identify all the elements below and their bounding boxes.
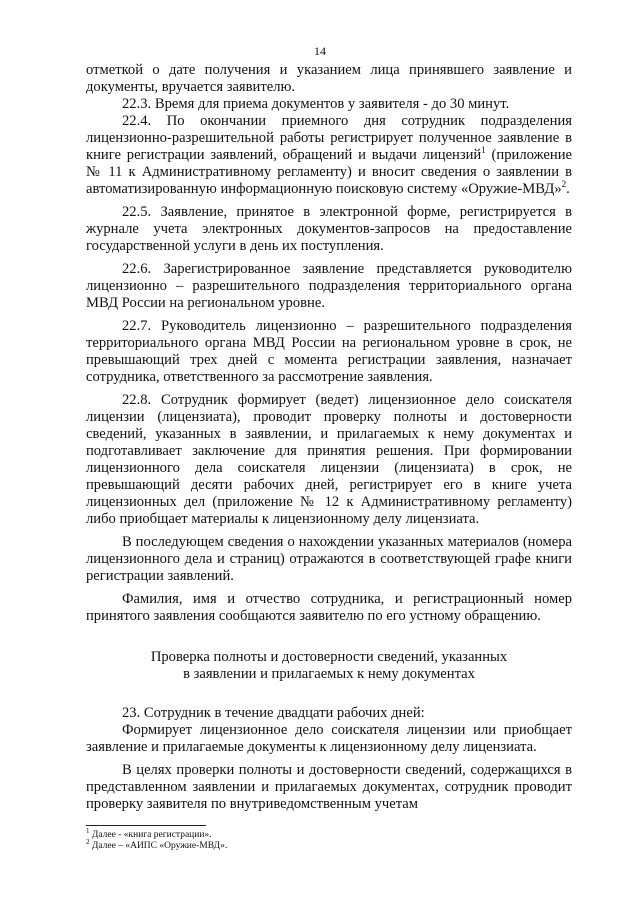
page-number: 14: [314, 44, 326, 58]
footnote-ref-1: 1: [481, 145, 486, 156]
paragraph-22-4-text-c: .: [566, 181, 570, 197]
footnote-ref-2: 2: [561, 179, 567, 190]
footnote-2: [86, 837, 386, 852]
footnote-1: [86, 826, 386, 841]
paragraph-22-6: 22.6. Зарегистрированное заявление представляется руководителю лицензионно – разрешительного подразделения территориального органа МВД России на региональном уровне.: [86, 261, 572, 311]
paragraph-22-4-text-a: 22.4. По окончании приемного дня сотрудник подразделения лицензионно-разрешительной работы регистрирует полученное заявление в книге регистрации заявлений, обращений и выдачи лицензий: [86, 113, 572, 163]
document-body: [86, 62, 572, 813]
footnote-2-text: Далее – «АИПС «Оружие-МВД».: [89, 841, 228, 851]
footnotes: [86, 825, 386, 852]
paragraph-22-8: 22.8. Сотрудник формирует (ведет) лицензионное дело соискателя лицензии (лицензиата), проводит проверку полноты и достоверности сведений, указанных в заявлении, и прилагаемых к нему документах и подготавливает заключение для принятия решения. При формировании лицензионного дела соискателя лицензии (лицензиата) в срок, не превышающий десяти рабочих дней, регистрирует его в книге учета лицензионных дел (приложение № 12 к Административному регламенту) либо приобщает материалы к лицензионному делу лицензиата.: [86, 392, 572, 527]
footnote-1-mark: 1: [86, 826, 90, 835]
paragraph-22-3: 22.3. Время для приема документов у заявителя - до 30 минут.: [122, 96, 510, 112]
paragraph-verification: В целях проверки полноты и достоверности сведений, содержащихся в представленном заявлении и прилагаемых документах, сотрудник проводит проверку заявителя по внутриведомственным учетам: [86, 762, 572, 812]
footnote-2-mark: 2: [86, 837, 90, 846]
section-heading-line-1: Проверка полноты и достоверности сведений, указанных: [150, 649, 508, 665]
footnote-1-text: Далее - «книга регистрации».: [89, 830, 212, 840]
section-heading-line-2: в заявлении и прилагаемых к нему документах: [183, 666, 475, 682]
section-heading: [86, 649, 572, 683]
paragraph-continuation: отметкой о дате получения и указанием лица принявшего заявление и документы, вручается заявителю.: [86, 62, 572, 95]
paragraph-subsequent-info: В последующем сведения о нахождении указанных материалов (номера лицензионного дела и страниц) отражаются в соответствующей графе книги регистрации заявлений.: [86, 534, 572, 584]
paragraph-22-7: 22.7. Руководитель лицензионно – разрешительного подразделения территориального органа МВД России на региональном уровне в срок, не превышающий трех дней с момента регистрации заявления, назначает сотрудника, ответственного за рассмотрение заявления.: [86, 318, 572, 385]
paragraph-employee-name: Фамилия, имя и отчество сотрудника, и регистрационный номер принятого заявления сообщаются заявителю по его устному обращению.: [86, 591, 572, 624]
paragraph-22-4-text-b: (приложение № 11 к Административному регламенту) и вносит сведения о заявлении в автоматизированную информационную поисковую систему «Оружие-МВД»: [86, 147, 573, 197]
paragraph-22-4: [86, 113, 572, 198]
paragraph-22-5: 22.5. Заявление, принятое в электронной форме, регистрируется в журнале учета электронных документов-запросов на предоставление государственной услуги в день их поступления.: [86, 204, 572, 254]
paragraph-23: 23. Сотрудник в течение двадцати рабочих дней:: [122, 705, 425, 721]
footnote-divider: [86, 825, 206, 826]
paragraph-forms-case: Формирует лицензионное дело соискателя лицензии или приобщает заявление и прилагаемые документы к лицензионному делу лицензиата.: [86, 722, 572, 755]
